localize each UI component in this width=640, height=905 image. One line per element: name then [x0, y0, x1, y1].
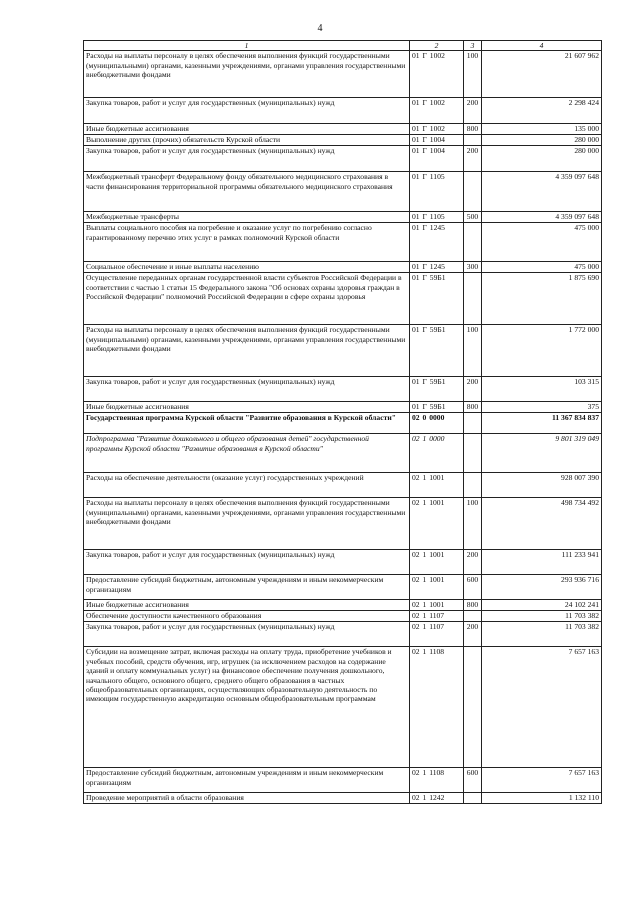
table-row	[84, 98, 602, 124]
row-vr-cell: 100	[464, 498, 482, 550]
row-amount-cell: 475 000	[482, 223, 602, 262]
row-amount-cell: 498 734 492	[482, 498, 602, 550]
row-code-cell: 01 Г 59Б1	[410, 402, 464, 413]
row-name-cell: Закупка товаров, работ и услуг для государственных (муниципальных) нужд	[84, 98, 410, 124]
table-row	[84, 135, 602, 146]
table-row	[84, 402, 602, 413]
table-row	[84, 146, 602, 172]
row-code-cell: 01 Г 1002	[410, 51, 464, 98]
row-amount-cell: 2 298 424	[482, 98, 602, 124]
row-code-cell: 01 Г 1245	[410, 262, 464, 273]
row-amount-cell: 293 936 716	[482, 575, 602, 600]
row-vr-cell	[464, 135, 482, 146]
row-amount-cell: 4 359 097 648	[482, 172, 602, 212]
header-col-1: 1	[84, 41, 410, 51]
row-amount-cell: 1 875 690	[482, 273, 602, 325]
row-name-cell: Обеспечение доступности качественного образования	[84, 611, 410, 622]
row-name-cell: Осуществление переданных органам государственной власти субъектов Российской Федерации в соответствии с частью 1 статьи 15 Федерального закона "Об основах охраны здоровья граждан в Российской Федерации" полномочий Российской Федерации в сфере охраны здоровья	[84, 273, 410, 325]
row-vr-cell: 600	[464, 575, 482, 600]
row-vr-cell: 200	[464, 98, 482, 124]
row-name-cell: Государственная программа Курской области "Развитие образования в Курской области"	[84, 413, 410, 434]
row-amount-cell: 11 703 382	[482, 622, 602, 647]
table-row	[84, 550, 602, 575]
row-vr-cell: 300	[464, 262, 482, 273]
row-vr-cell	[464, 473, 482, 498]
row-name-cell: Расходы на выплаты персоналу в целях обеспечения выполнения функций государственными (муниципальными) органами, казенными учреждениями, органами управления государственными внебюджетными фондами	[84, 325, 410, 377]
row-name-cell: Расходы на обеспечение деятельности (оказание услуг) государственных учреждений	[84, 473, 410, 498]
row-name-cell: Расходы на выплаты персоналу в целях обеспечения выполнения функций государственными (муниципальными) органами, казенными учреждениями, органами управления государственными внебюджетными фондами	[84, 498, 410, 550]
table-row	[84, 51, 602, 98]
table-row	[84, 793, 602, 804]
row-code-cell: 01 Г 1004	[410, 135, 464, 146]
table-header	[84, 41, 602, 51]
row-code-cell: 02 1 1108	[410, 768, 464, 793]
table-row	[84, 172, 602, 212]
table-row	[84, 611, 602, 622]
row-vr-cell: 200	[464, 377, 482, 402]
row-vr-cell: 100	[464, 325, 482, 377]
page-number: 4	[317, 23, 323, 34]
row-code-cell: 01 Г 59Б1	[410, 273, 464, 325]
row-vr-cell	[464, 793, 482, 804]
table-row	[84, 124, 602, 135]
row-vr-cell	[464, 647, 482, 768]
table-row	[84, 575, 602, 600]
row-code-cell: 02 1 1107	[410, 622, 464, 647]
row-name-cell: Расходы на выплаты персоналу в целях обеспечения выполнения функций государственными (муниципальными) органами, казенными учреждениями, органами управления государственными внебюджетными фондами	[84, 51, 410, 98]
row-vr-cell: 200	[464, 622, 482, 647]
row-code-cell: 02 1 1001	[410, 575, 464, 600]
row-vr-cell: 800	[464, 402, 482, 413]
row-vr-cell	[464, 434, 482, 473]
row-name-cell: Межбюджетные трансферты	[84, 212, 410, 223]
header-row	[84, 41, 602, 51]
row-vr-cell	[464, 273, 482, 325]
row-name-cell: Социальное обеспечение и иные выплаты населению	[84, 262, 410, 273]
row-code-cell: 02 1 1107	[410, 611, 464, 622]
row-vr-cell: 600	[464, 768, 482, 793]
table-row	[84, 473, 602, 498]
row-amount-cell: 7 657 163	[482, 768, 602, 793]
row-amount-cell: 103 315	[482, 377, 602, 402]
row-code-cell: 01 Г 1245	[410, 223, 464, 262]
table-row	[84, 273, 602, 325]
row-code-cell: 02 1 1001	[410, 498, 464, 550]
row-code-cell: 01 Г 59Б1	[410, 325, 464, 377]
row-amount-cell: 928 007 390	[482, 473, 602, 498]
row-amount-cell: 280 000	[482, 146, 602, 172]
row-name-cell: Проведение мероприятий в области образования	[84, 793, 410, 804]
row-name-cell: Межбюджетный трансферт Федеральному фонду обязательного медицинского страхования в части финансирования территориальной программы обязательного медицинского страхования	[84, 172, 410, 212]
table-row	[84, 325, 602, 377]
row-code-cell: 01 Г 1105	[410, 172, 464, 212]
table-row	[84, 212, 602, 223]
row-code-cell: 01 Г 1004	[410, 146, 464, 172]
row-amount-cell: 21 607 962	[482, 51, 602, 98]
row-vr-cell: 800	[464, 124, 482, 135]
row-name-cell: Предоставление субсидий бюджетным, автономным учреждениям и иным некоммерческим организациям	[84, 575, 410, 600]
budget-table	[83, 40, 602, 804]
row-code-cell: 01 Г 1002	[410, 98, 464, 124]
row-code-cell: 02 1 1001	[410, 473, 464, 498]
row-code-cell: 01 Г 1002	[410, 124, 464, 135]
table-row	[84, 647, 602, 768]
row-amount-cell: 375	[482, 402, 602, 413]
row-vr-cell: 800	[464, 600, 482, 611]
table-row	[84, 600, 602, 611]
row-amount-cell: 135 000	[482, 124, 602, 135]
row-amount-cell: 111 233 941	[482, 550, 602, 575]
row-name-cell: Выполнение других (прочих) обязательств Курской области	[84, 135, 410, 146]
header-col-4: 4	[482, 41, 602, 51]
row-name-cell: Выплаты социального пособия на погребение и оказание услуг по погребению согласно гарантированному перечню этих услуг в рамках полномочий Курской области	[84, 223, 410, 262]
row-name-cell: Предоставление субсидий бюджетным, автономным учреждениям и иным некоммерческим организациям	[84, 768, 410, 793]
row-name-cell: Закупка товаров, работ и услуг для государственных (муниципальных) нужд	[84, 146, 410, 172]
row-amount-cell: 7 657 163	[482, 647, 602, 768]
row-vr-cell	[464, 413, 482, 434]
row-amount-cell: 11 367 834 837	[482, 413, 602, 434]
row-name-cell: Субсидии на возмещение затрат, включая расходы на оплату труда, приобретение учебников и учебных пособий, средств обучения, игр, игрушек (за исключением расходов на содержание зданий и оплату коммунальных услуг) на финансовое обеспечение получения дошкольного, начального общего, основного общего, среднего общего образования в частных общеобразовательных организациях, осуществляющих образовательную деятельность по имеющим государственную аккредитацию основным общеобразовательным программам	[84, 647, 410, 768]
row-vr-cell: 100	[464, 51, 482, 98]
row-code-cell: 01 Г 1105	[410, 212, 464, 223]
table-row	[84, 223, 602, 262]
row-code-cell: 01 Г 59Б1	[410, 377, 464, 402]
row-amount-cell: 1 132 110	[482, 793, 602, 804]
row-amount-cell: 11 703 382	[482, 611, 602, 622]
header-col-2: 2	[410, 41, 464, 51]
row-name-cell: Закупка товаров, работ и услуг для государственных (муниципальных) нужд	[84, 622, 410, 647]
row-vr-cell: 500	[464, 212, 482, 223]
table-row	[84, 498, 602, 550]
header-col-3: 3	[464, 41, 482, 51]
row-amount-cell: 9 801 319 049	[482, 434, 602, 473]
row-amount-cell: 4 359 097 648	[482, 212, 602, 223]
row-name-cell: Иные бюджетные ассигнования	[84, 402, 410, 413]
row-vr-cell: 200	[464, 146, 482, 172]
row-vr-cell	[464, 172, 482, 212]
row-code-cell: 02 1 1001	[410, 600, 464, 611]
row-name-cell: Иные бюджетные ассигнования	[84, 600, 410, 611]
row-code-cell: 02 1 0000	[410, 434, 464, 473]
row-name-cell: Закупка товаров, работ и услуг для государственных (муниципальных) нужд	[84, 377, 410, 402]
table-row	[84, 768, 602, 793]
row-amount-cell: 1 772 000	[482, 325, 602, 377]
table-row	[84, 413, 602, 434]
table-row	[84, 622, 602, 647]
row-amount-cell: 24 102 241	[482, 600, 602, 611]
row-name-cell: Подпрограмма "Развитие дошкольного и общего образования детей" государственной программы Курской области "Развитие образования в Курской области"	[84, 434, 410, 473]
row-vr-cell	[464, 611, 482, 622]
row-code-cell: 02 1 1108	[410, 647, 464, 768]
row-code-cell: 02 1 1242	[410, 793, 464, 804]
row-vr-cell	[464, 223, 482, 262]
row-vr-cell: 200	[464, 550, 482, 575]
table-row	[84, 262, 602, 273]
row-amount-cell: 280 000	[482, 135, 602, 146]
table-row	[84, 377, 602, 402]
table-row	[84, 434, 602, 473]
row-code-cell: 02 1 1001	[410, 550, 464, 575]
table-body	[84, 51, 602, 804]
row-name-cell: Иные бюджетные ассигнования	[84, 124, 410, 135]
row-code-cell: 02 0 0000	[410, 413, 464, 434]
row-name-cell: Закупка товаров, работ и услуг для государственных (муниципальных) нужд	[84, 550, 410, 575]
row-amount-cell: 475 000	[482, 262, 602, 273]
